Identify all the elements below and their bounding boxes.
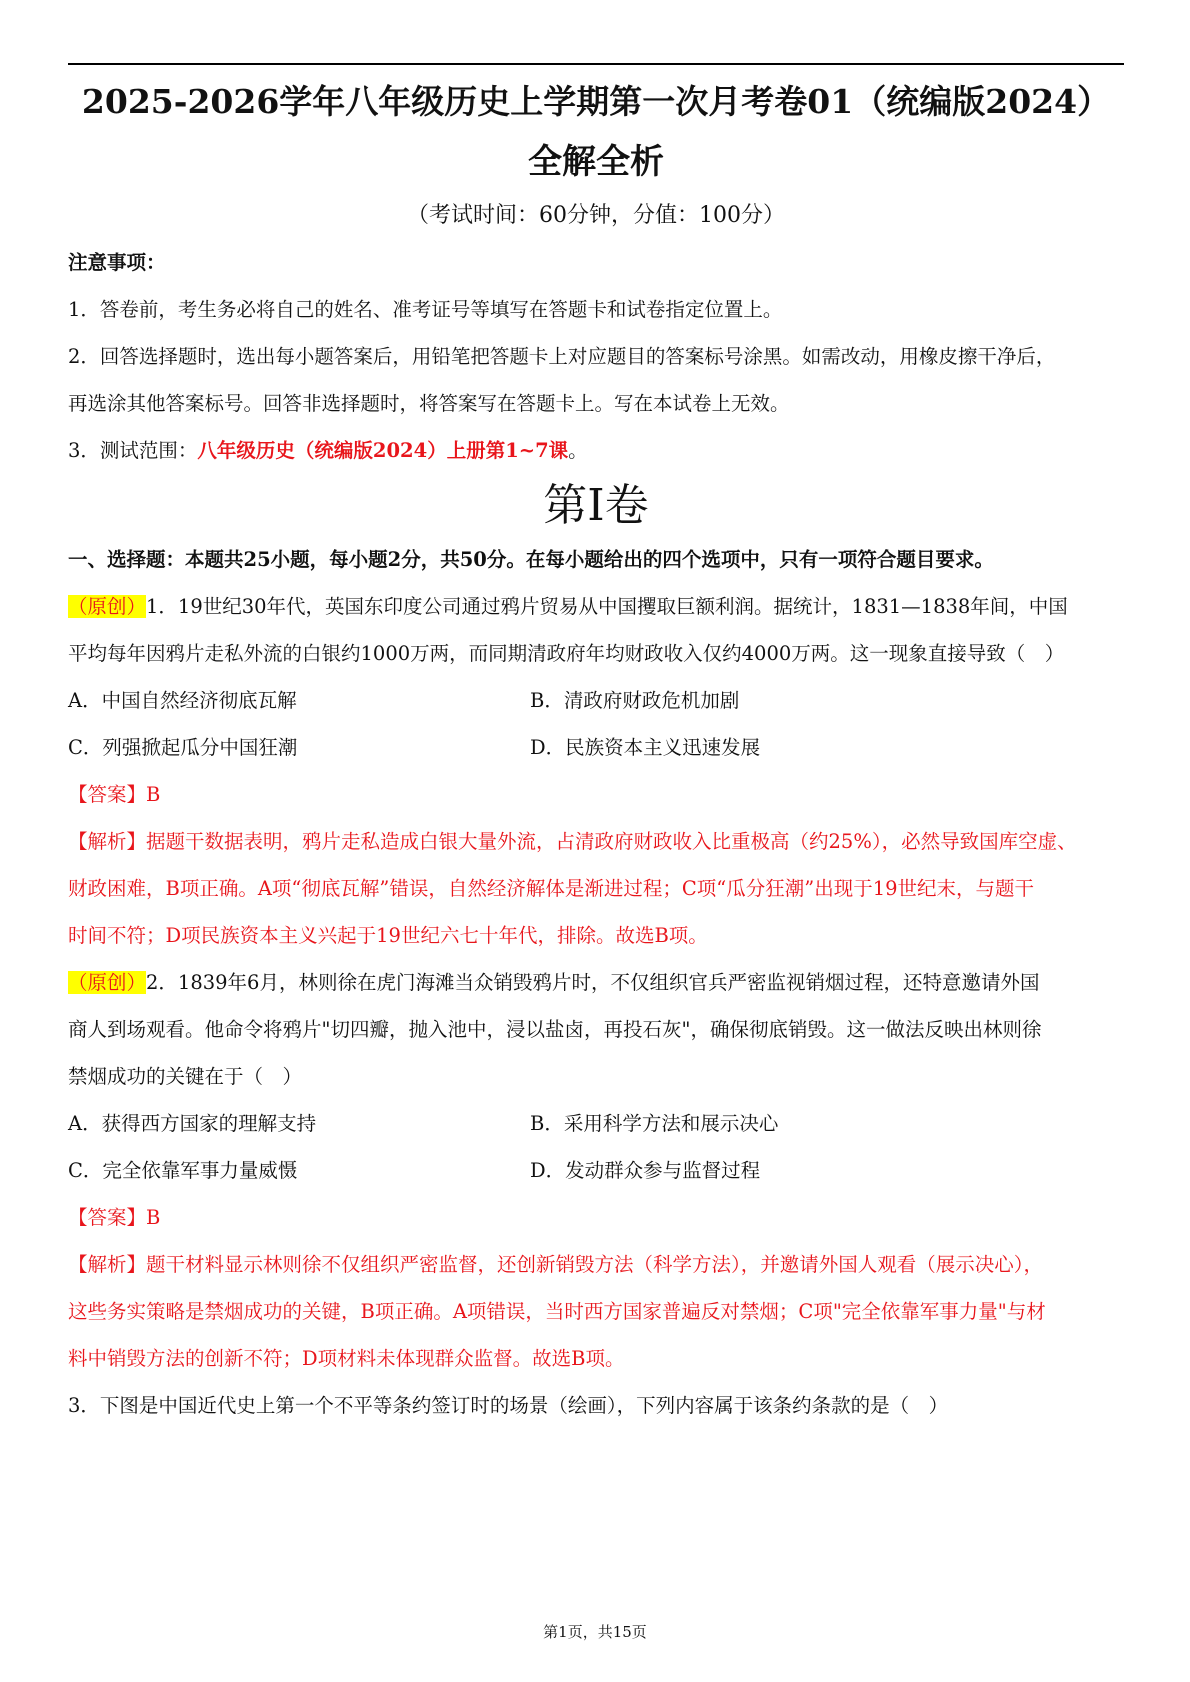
q2-answer: [68, 1203, 1128, 1233]
q2-analysis-label: 【解析】: [68, 1253, 147, 1276]
q2-stem-line-1: [68, 968, 1128, 998]
q2-answer-value: B: [146, 1206, 161, 1229]
q1-option-c: C．列强掀起瓜分中国狂潮: [68, 736, 298, 759]
q1-option-d: D．民族资本主义迅速发展: [530, 736, 761, 759]
q2-analysis-text: 题干材料显示林则徐不仅组织严密监督，还创新销毁方法（科学方法），并邀请外国人观看（展示决心），: [146, 1253, 1044, 1276]
q2-analysis-line-1: [68, 1250, 1128, 1280]
exam-info: （考试时间：60分钟，分值：100分）: [407, 203, 785, 228]
q1-option-b: B．清政府财政危机加剧: [530, 689, 740, 712]
note-item-1: 1．答卷前，考生务必将自己的姓名、准考证号等填写在答题卡和试卷指定位置上。: [68, 298, 783, 321]
q2-option-c: C．完全依靠军事力量威慑: [68, 1159, 298, 1182]
test-scope: 八年级历史（统编版2024）上册第1~7课: [197, 439, 569, 462]
q2-option-d: D．发动群众参与监督过程: [530, 1159, 761, 1182]
q1-analysis-text: 据题干数据表明，鸦片走私造成白银大量外流，占清政府财政收入比重极高（约25%），必然导致国库空虚、: [146, 830, 1077, 853]
q2-stem-text: 2．1839年6月，林则徐在虎门海滩当众销毁鸦片时，不仅组织官兵严密监视销烟过程，还特意邀请外国: [146, 971, 1040, 994]
q2-stem-line-3: 禁烟成功的关键在于（ ）: [68, 1065, 303, 1088]
top-rule: [68, 63, 1124, 65]
note-item-3-suffix: 。: [568, 439, 588, 462]
q2-analysis-line-2: 这些务实策略是禁烟成功的关键，B项正确。A项错误，当时西方国家普遍反对禁烟；C项"完全依靠军事力量"与材: [68, 1300, 1046, 1323]
page-footer: 第1页，共15页: [543, 1623, 647, 1641]
q2-analysis-line-3: 料中销毁方法的创新不符；D项材料未体现群众监督。故选B项。: [68, 1347, 625, 1370]
exam-subtitle: 全解全析: [528, 142, 664, 182]
q1-option-a: A．中国自然经济彻底瓦解: [68, 689, 297, 712]
q1-answer-label: 【答案】: [68, 783, 147, 806]
note-item-3: [68, 436, 1128, 466]
q2-answer-label: 【答案】: [68, 1206, 147, 1229]
q1-original-tag: （原创）: [68, 595, 147, 618]
exam-title: 2025-2026学年八年级历史上学期第一次月考卷01（统编版2024）: [81, 82, 1111, 121]
section-title: 第I卷: [543, 480, 649, 531]
q1-answer: [68, 780, 1128, 810]
section-instructions: 一、选择题：本题共25小题，每小题2分，共50分。在每小题给出的四个选项中，只有一项符合题目要求。: [68, 548, 994, 571]
q2-stem-line-2: 商人到场观看。他命令将鸦片"切四瓣，抛入池中，浸以盐卤，再投石灰"，确保彻底销毁。这一做法反映出林则徐: [68, 1018, 1042, 1041]
q1-stem-line-2: 平均每年因鸦片走私外流的白银约1000万两，而同期清政府年均财政收入仅约4000万两。这一现象直接导致（ ）: [68, 642, 1065, 665]
notes-heading: 注意事项：: [68, 251, 166, 274]
q1-analysis-line-2: 财政困难，B项正确。A项“彻底瓦解”错误，自然经济解体是渐进过程；C项“瓜分狂潮”出现于19世纪末，与题干: [68, 877, 1035, 900]
q2-option-a: A．获得西方国家的理解支持: [68, 1112, 317, 1135]
note-item-2-line-1: 2．回答选择题时，选出每小题答案后，用铅笔把答题卡上对应题目的答案标号涂黑。如需改动，用橡皮擦干净后，: [68, 345, 1056, 368]
q2-original-tag: （原创）: [68, 971, 147, 994]
q1-analysis-label: 【解析】: [68, 830, 147, 853]
q1-stem-line-1: [68, 592, 1128, 622]
q3-stem-line-1: 3．下图是中国近代史上第一个不平等条约签订时的场景（绘画），下列内容属于该条约条款的是（ ）: [68, 1394, 949, 1417]
q2-option-b: B．采用科学方法和展示决心: [530, 1112, 779, 1135]
q1-analysis-line-3: 时间不符；D项民族资本主义兴起于19世纪六七十年代，排除。故选B项。: [68, 924, 708, 947]
q1-stem-text: 1．19世纪30年代，英国东印度公司通过鸦片贸易从中国攫取巨额利润。据统计，1831—1838年间，中国: [146, 595, 1068, 618]
q1-answer-value: B: [146, 783, 161, 806]
note-item-2-line-2: 再选涂其他答案标号。回答非选择题时，将答案写在答题卡上。写在本试卷上无效。: [68, 392, 790, 415]
q1-analysis-line-1: [68, 827, 1128, 857]
note-item-3-prefix: 3．测试范围：: [68, 439, 198, 462]
